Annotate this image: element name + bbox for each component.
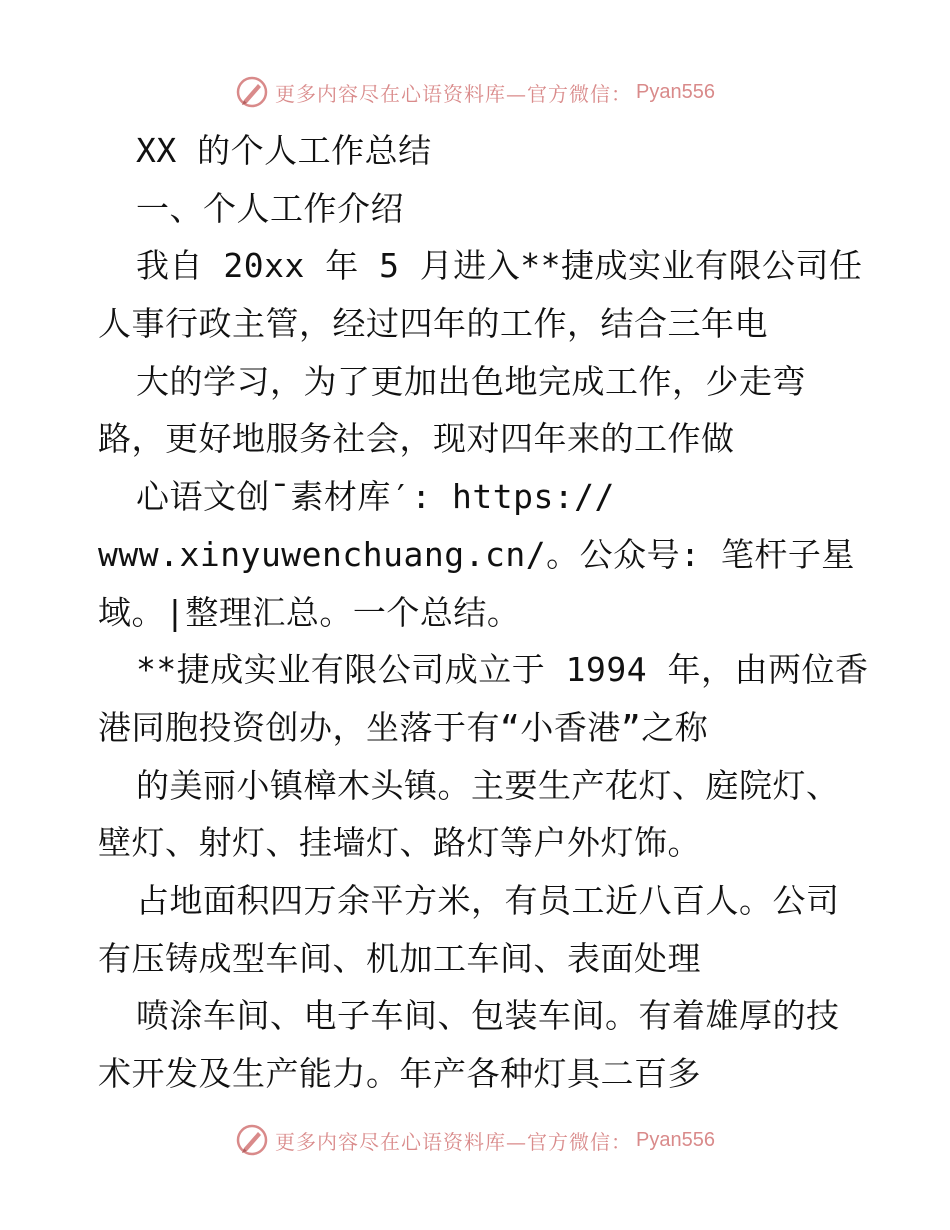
paragraph-line: 术开发及生产能力。年产各种灯具二百多 <box>98 1054 701 1093</box>
watermark-wechat-id: Pyan556 <box>636 1128 715 1151</box>
watermark-banner-bottom <box>0 1120 950 1160</box>
paragraph-line: 有压铸成型车间、机加工车间、表面处理 <box>98 938 701 978</box>
paragraph-line: 心语文创¯素材库′: https:// <box>136 477 615 517</box>
watermark-text: 更多内容尽在心语资料库—官方微信： <box>275 1129 633 1154</box>
paragraph-line: 的美丽小镇樟木头镇。主要生产花灯、庭院灯、 <box>136 765 840 805</box>
paragraph-line: 人事行政主管，经过四年的工作，结合三年电 <box>98 304 768 344</box>
watermark-wechat-id: Pyan556 <box>636 80 715 103</box>
paragraph-line: www.xinyuwenchuang.cn/。公众号: 笔杆子星 <box>98 534 855 574</box>
watermark-text: 更多内容尽在心语资料库—官方微信： <box>275 81 633 106</box>
pen-logo-icon <box>235 75 269 109</box>
paragraph-line: 大的学习，为了更加出色地完成工作，少走弯 <box>136 361 806 401</box>
document-body <box>98 122 888 1103</box>
paragraph-line: **捷成实业有限公司成立于 1994 年，由两位香 <box>136 650 869 690</box>
paragraph-line: 喷涂车间、电子车间、包装车间。有着雄厚的技 <box>136 996 840 1036</box>
watermark-banner-top <box>0 72 950 112</box>
pen-logo-icon <box>235 1123 269 1157</box>
paragraph-line: 壁灯、射灯、挂墙灯、路灯等户外灯饰。 <box>98 823 701 863</box>
document-title: XX 的个人工作总结 <box>136 131 432 170</box>
paragraph-line: 域。|整理汇总。一个总结。 <box>98 592 521 632</box>
paragraph-line: 港同胞投资创办，坐落于有“小香港”之称 <box>98 707 709 747</box>
section-heading: 一、个人工作介绍 <box>136 188 404 228</box>
paragraph-line: 我自 20xx 年 5 月进入**捷成实业有限公司任 <box>136 246 863 286</box>
paragraph-line: 占地面积四万余平方米，有员工近八百人。公司 <box>136 880 840 920</box>
paragraph-line: 路，更好地服务社会，现对四年来的工作做 <box>98 419 735 459</box>
